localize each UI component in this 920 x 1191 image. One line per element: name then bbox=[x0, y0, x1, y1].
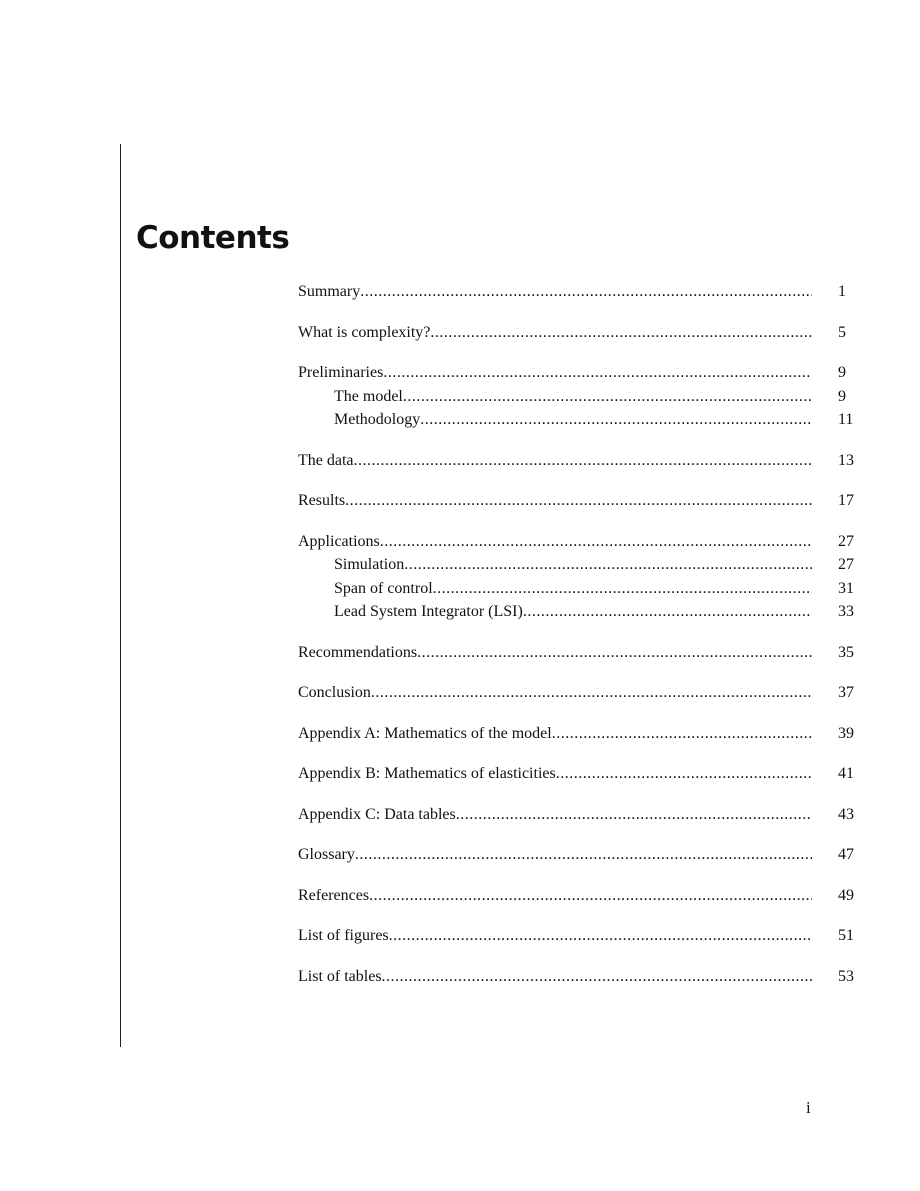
dot-leader bbox=[389, 924, 812, 948]
toc-entry-page: 27 bbox=[838, 556, 854, 573]
toc-subentry[interactable] bbox=[298, 600, 858, 624]
toc-entry[interactable] bbox=[298, 280, 858, 304]
dot-leader bbox=[345, 489, 812, 513]
toc-section bbox=[298, 924, 858, 948]
toc-entry[interactable] bbox=[298, 965, 858, 989]
toc-entry-label: References bbox=[298, 886, 370, 904]
toc-entry-page: 27 bbox=[838, 532, 854, 550]
toc-entry-page: 39 bbox=[838, 724, 854, 742]
toc-entry-page: 17 bbox=[838, 492, 854, 509]
toc-entry-page: 9 bbox=[838, 387, 846, 405]
toc-section bbox=[298, 722, 858, 746]
toc-entry[interactable] bbox=[298, 449, 858, 473]
toc-section bbox=[298, 641, 858, 665]
dot-leader bbox=[420, 408, 812, 432]
toc-entry-label: Appendix A: Mathematics of the model bbox=[298, 724, 552, 742]
toc-entry-label: What is complexity? bbox=[298, 323, 431, 341]
toc-section bbox=[298, 843, 858, 867]
dot-leader bbox=[380, 530, 812, 554]
toc-entry-label: Span of control bbox=[334, 579, 433, 597]
dot-leader bbox=[523, 600, 812, 624]
toc-entry-label: Methodology bbox=[334, 411, 421, 428]
dot-leader bbox=[383, 361, 812, 385]
toc-section bbox=[298, 884, 858, 908]
dot-leader bbox=[556, 762, 812, 786]
page-number: i bbox=[806, 1098, 811, 1117]
toc-entry[interactable] bbox=[298, 843, 858, 867]
toc-entry-label: Results bbox=[298, 492, 346, 509]
dot-leader bbox=[369, 884, 812, 908]
dot-leader bbox=[430, 321, 812, 345]
toc-entry-label: The data bbox=[298, 451, 354, 469]
toc-entry-page: 37 bbox=[838, 684, 854, 701]
dot-leader bbox=[552, 722, 812, 746]
dot-leader bbox=[404, 553, 812, 577]
toc-entry-label: List of figures bbox=[298, 927, 389, 944]
toc-entry[interactable] bbox=[298, 321, 858, 345]
dot-leader bbox=[371, 681, 812, 705]
toc-entry-label: Summary bbox=[298, 283, 361, 300]
toc-entry-label: Simulation bbox=[334, 556, 405, 573]
toc-entry[interactable] bbox=[298, 722, 858, 746]
toc-entry[interactable] bbox=[298, 803, 858, 827]
toc-section bbox=[298, 449, 858, 473]
toc-entry-page: 1 bbox=[838, 283, 846, 300]
table-of-contents bbox=[298, 280, 858, 1005]
toc-entry[interactable] bbox=[298, 924, 858, 948]
dot-leader bbox=[360, 280, 812, 304]
toc-entry[interactable] bbox=[298, 489, 858, 513]
toc-entry-label: Conclusion bbox=[298, 684, 371, 701]
toc-section bbox=[298, 762, 858, 786]
toc-subentry[interactable] bbox=[298, 577, 858, 601]
toc-entry-page: 49 bbox=[838, 886, 854, 904]
page-title: Contents bbox=[136, 220, 290, 256]
toc-entry-label: Glossary bbox=[298, 846, 355, 863]
toc-entry-label: The model bbox=[334, 387, 403, 405]
toc-entry-page: 11 bbox=[838, 411, 854, 428]
toc-section bbox=[298, 489, 858, 513]
toc-entry-page: 41 bbox=[838, 765, 854, 782]
toc-entry-page: 51 bbox=[838, 927, 854, 944]
toc-entry-page: 33 bbox=[838, 603, 854, 620]
toc-section bbox=[298, 280, 858, 304]
toc-entry[interactable] bbox=[298, 530, 858, 554]
dot-leader bbox=[355, 843, 812, 867]
toc-entry[interactable] bbox=[298, 884, 858, 908]
toc-entry[interactable] bbox=[298, 762, 858, 786]
toc-entry-label: Applications bbox=[298, 532, 380, 550]
toc-subentry[interactable] bbox=[298, 553, 858, 577]
toc-entry-page: 53 bbox=[838, 967, 854, 985]
toc-subentry[interactable] bbox=[298, 408, 858, 432]
toc-section bbox=[298, 321, 858, 345]
toc-entry-label: Lead System Integrator (LSI) bbox=[334, 603, 523, 620]
left-margin-rule bbox=[120, 144, 121, 1047]
toc-entry-label: List of tables bbox=[298, 967, 382, 985]
dot-leader bbox=[382, 965, 812, 989]
toc-subentry[interactable] bbox=[298, 385, 858, 409]
toc-section bbox=[298, 530, 858, 624]
toc-entry-page: 13 bbox=[838, 451, 854, 469]
toc-section bbox=[298, 965, 858, 989]
toc-entry-page: 35 bbox=[838, 643, 854, 661]
dot-leader bbox=[354, 449, 812, 473]
toc-section bbox=[298, 361, 858, 432]
toc-entry-page: 47 bbox=[838, 846, 854, 863]
toc-section bbox=[298, 803, 858, 827]
toc-entry-page: 5 bbox=[838, 323, 846, 341]
toc-section bbox=[298, 681, 858, 705]
dot-leader bbox=[417, 641, 812, 665]
dot-leader bbox=[403, 385, 812, 409]
toc-entry[interactable] bbox=[298, 361, 858, 385]
dot-leader bbox=[433, 577, 812, 601]
toc-entry-label: Recommendations bbox=[298, 643, 418, 661]
toc-entry-label: Appendix C: Data tables bbox=[298, 805, 456, 823]
toc-entry-label: Preliminaries bbox=[298, 364, 384, 381]
toc-entry[interactable] bbox=[298, 681, 858, 705]
toc-entry[interactable] bbox=[298, 641, 858, 665]
toc-entry-page: 43 bbox=[838, 805, 854, 823]
dot-leader bbox=[456, 803, 812, 827]
toc-entry-label: Appendix B: Mathematics of elasticities bbox=[298, 765, 556, 782]
toc-entry-page: 31 bbox=[838, 579, 854, 597]
toc-entry-page: 9 bbox=[838, 364, 846, 381]
